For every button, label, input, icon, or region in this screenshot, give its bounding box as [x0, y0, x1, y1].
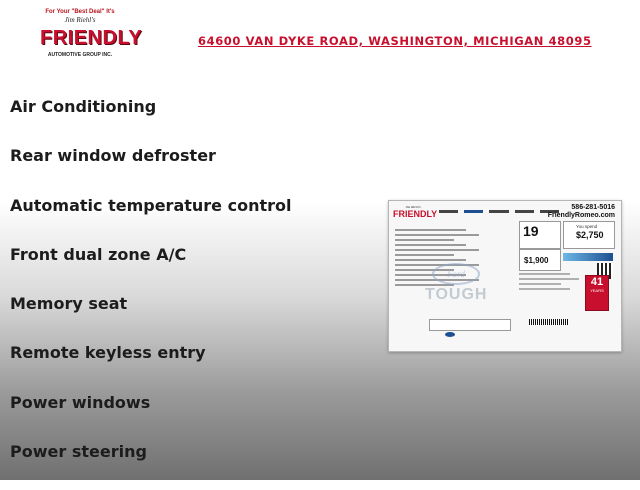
ford-oval-icon: Ford — [432, 263, 480, 285]
sticker-brand-logos — [439, 209, 559, 213]
sticker-ford-watermark — [425, 263, 487, 305]
ford-tough-word: TOUGH — [425, 286, 488, 303]
sticker-website: FriendlyRomeo.com — [547, 212, 615, 219]
feature-list — [10, 96, 291, 490]
sticker-fuel-cost: $1,900 — [524, 256, 549, 265]
sticker-savings-amount: $2,750 — [576, 230, 604, 240]
feature-item: Remote keyless entry — [10, 343, 206, 363]
sticker-rating-lines — [519, 273, 579, 303]
sticker-fuel-cost-box — [519, 249, 561, 271]
logo-brand: FRIENDLY — [40, 27, 143, 49]
feature-item: Power windows — [10, 392, 151, 412]
barcode-icon — [529, 319, 569, 325]
sticker-logo-brand: FRIENDLY — [393, 209, 438, 219]
logo-tagline: For Your "Best Deal" It's — [45, 9, 115, 15]
dealer-logo[interactable] — [40, 8, 143, 74]
logo-group: AUTOMOTIVE GROUP INC. — [47, 52, 113, 58]
badge-years: 41 — [590, 276, 604, 288]
sticker-total-box — [429, 319, 511, 331]
ford-badge-icon — [445, 332, 455, 337]
brand-mark — [464, 210, 483, 213]
sticker-years-badge — [585, 275, 609, 311]
brand-mark — [515, 210, 534, 213]
sticker-savings-label: You spend — [576, 224, 598, 229]
window-sticker-image[interactable] — [388, 200, 622, 352]
feature-item: Power steering — [10, 442, 147, 462]
feature-item: Rear window defroster — [10, 146, 216, 166]
sticker-phone: 586-281-5016 — [571, 204, 615, 211]
dealer-address-link[interactable]: 64600 VAN DYKE ROAD, WASHINGTON, MICHIGAN 48095 — [198, 34, 592, 48]
sticker-mpg-box — [519, 221, 561, 249]
brand-mark — [489, 210, 508, 213]
feature-item: Memory seat — [10, 294, 128, 314]
sticker-rating-scale — [563, 253, 613, 261]
sticker-savings-box — [563, 221, 615, 249]
feature-item: Automatic temperature control — [10, 195, 292, 215]
sticker-mpg: 19 — [523, 223, 539, 239]
feature-item: Front dual zone A/C — [10, 244, 187, 264]
brand-mark — [439, 210, 458, 213]
sticker-logo-owner: Jim Riehl's — [405, 205, 421, 209]
badge-text: YEARS — [590, 288, 604, 293]
logo-owner: Jim Riehl's — [64, 16, 96, 24]
sticker-logo — [393, 205, 438, 223]
sticker-contact — [548, 204, 615, 220]
feature-item: Air Conditioning — [10, 97, 157, 116]
